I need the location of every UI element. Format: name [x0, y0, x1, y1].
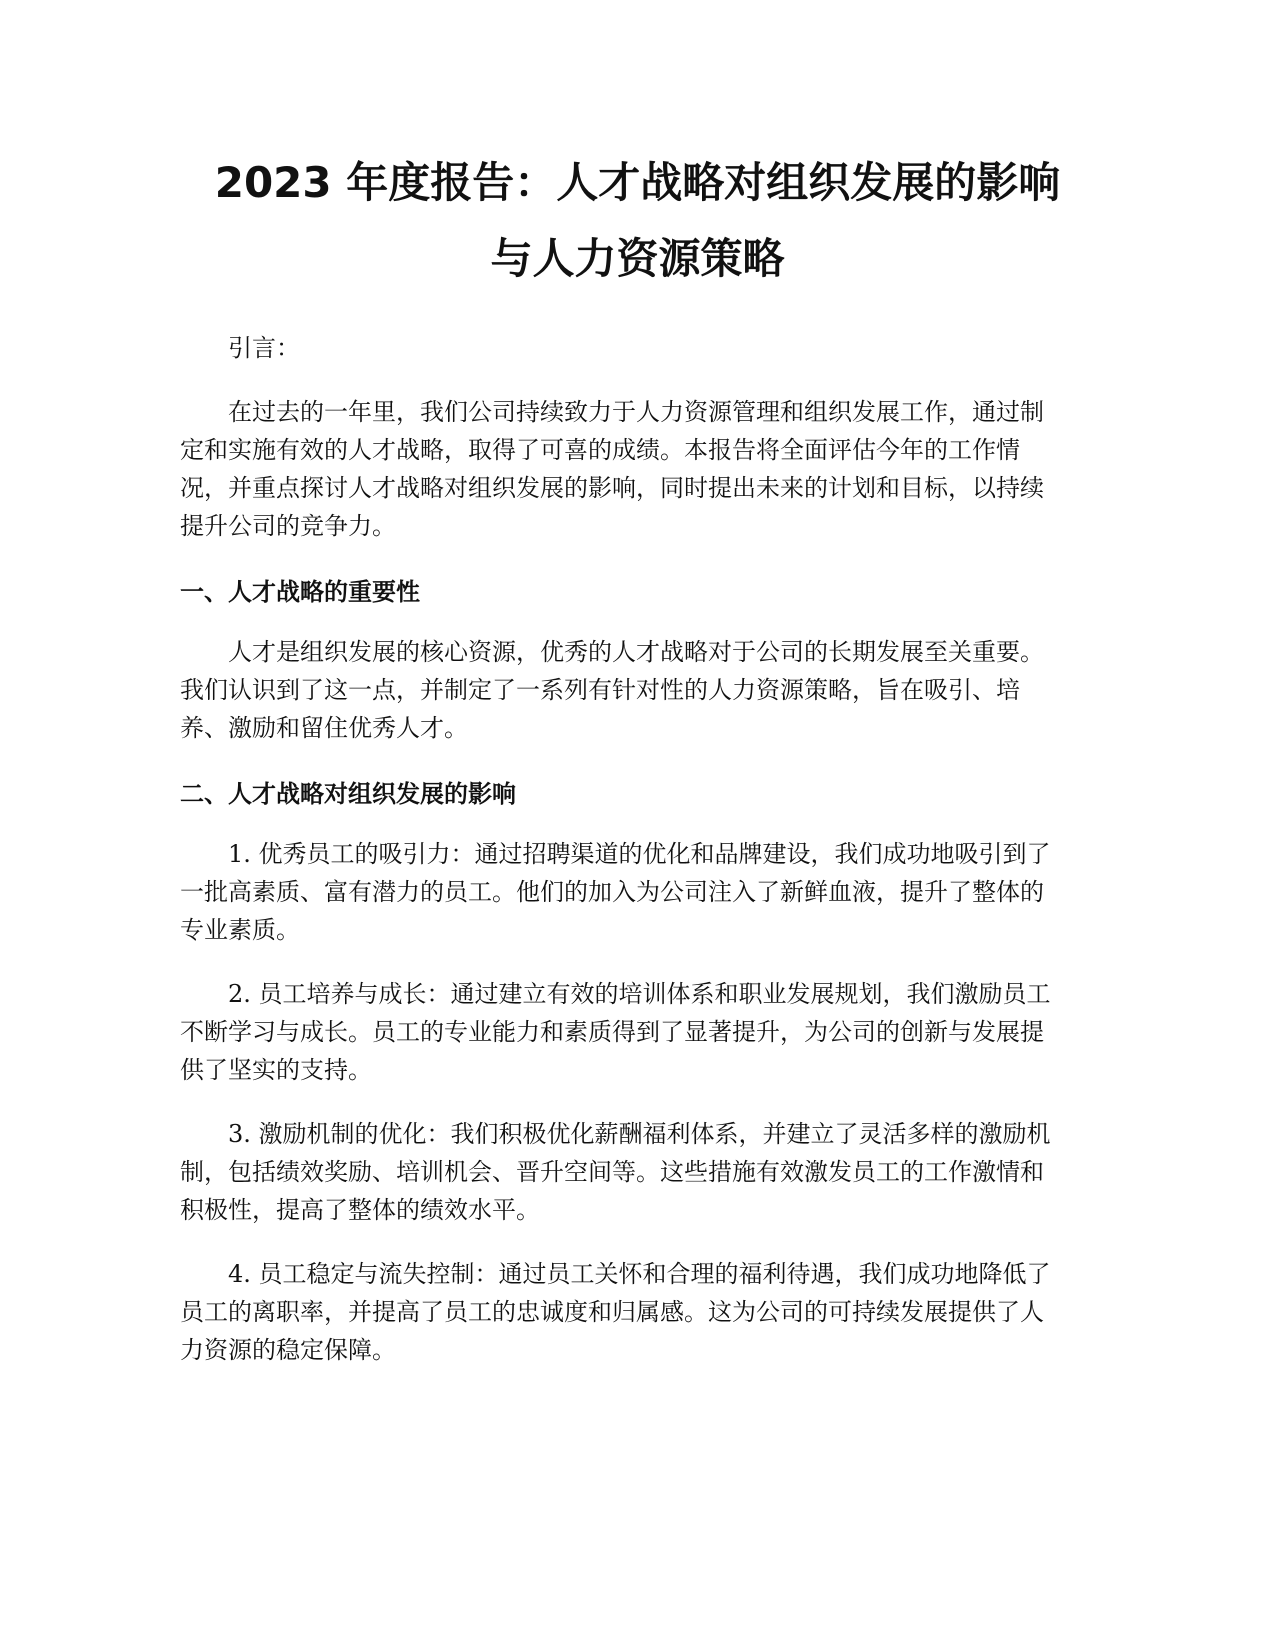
- document-page: [180, 145, 1095, 1369]
- paragraph-line: 一批高素质、富有潜力的员工。他们的加入为公司注入了新鲜血液，提升了整体的: [180, 878, 1044, 906]
- paragraph-line: 我们认识到了这一点，并制定了一系列有针对性的人力资源策略，旨在吸引、培: [180, 676, 1020, 704]
- paragraph-line: 供了坚实的支持。: [180, 1056, 372, 1084]
- intro-paragraph: [180, 393, 1095, 545]
- paragraph-line: 积极性，提高了整体的绩效水平。: [180, 1196, 540, 1224]
- paragraph-line: 4. 员工稳定与流失控制：通过员工关怀和合理的福利待遇，我们成功地降低了: [228, 1260, 1051, 1288]
- title-line: 与人力资源策略: [490, 234, 785, 283]
- paragraph-line: 力资源的稳定保障。: [180, 1336, 396, 1364]
- paragraph-line: 3. 激励机制的优化：我们积极优化薪酬福利体系，并建立了灵活多样的激励机: [228, 1120, 1051, 1148]
- section-heading-impact: 二、人才战略对组织发展的影响: [180, 780, 516, 808]
- paragraph-line: 制，包括绩效奖励、培训机会、晋升空间等。这些措施有效激发员工的工作激情和: [180, 1158, 1044, 1186]
- section-heading-importance: 一、人才战略的重要性: [180, 578, 420, 606]
- title-line: 2023 年度报告：人才战略对组织发展的影响: [214, 158, 1061, 207]
- importance-paragraph: [180, 633, 1095, 747]
- impact-item-1: [180, 835, 1095, 949]
- document-title: [180, 145, 1095, 297]
- impact-item-3: [180, 1115, 1095, 1229]
- impact-item-4: [180, 1255, 1095, 1369]
- paragraph-line: 提升公司的竞争力。: [180, 512, 396, 540]
- paragraph-line: 专业素质。: [180, 916, 300, 944]
- paragraph-line: 员工的离职率，并提高了员工的忠诚度和归属感。这为公司的可持续发展提供了人: [180, 1298, 1044, 1326]
- paragraph-line: 况，并重点探讨人才战略对组织发展的影响，同时提出未来的计划和目标，以持续: [180, 474, 1044, 502]
- paragraph-line: 2. 员工培养与成长：通过建立有效的培训体系和职业发展规划，我们激励员工: [228, 980, 1051, 1008]
- impact-item-2: [180, 975, 1095, 1089]
- paragraph-line: 养、激励和留住优秀人才。: [180, 714, 468, 742]
- paragraph-line: 在过去的一年里，我们公司持续致力于人力资源管理和组织发展工作，通过制: [228, 398, 1044, 426]
- paragraph-line: 不断学习与成长。员工的专业能力和素质得到了显著提升，为公司的创新与发展提: [180, 1018, 1044, 1046]
- intro-label: 引言：: [228, 334, 300, 362]
- paragraph-line: 1. 优秀员工的吸引力：通过招聘渠道的优化和品牌建设，我们成功地吸引到了: [228, 840, 1051, 868]
- paragraph-line: 定和实施有效的人才战略，取得了可喜的成绩。本报告将全面评估今年的工作情: [180, 436, 1020, 464]
- paragraph-line: 人才是组织发展的核心资源，优秀的人才战略对于公司的长期发展至关重要。: [228, 638, 1044, 666]
